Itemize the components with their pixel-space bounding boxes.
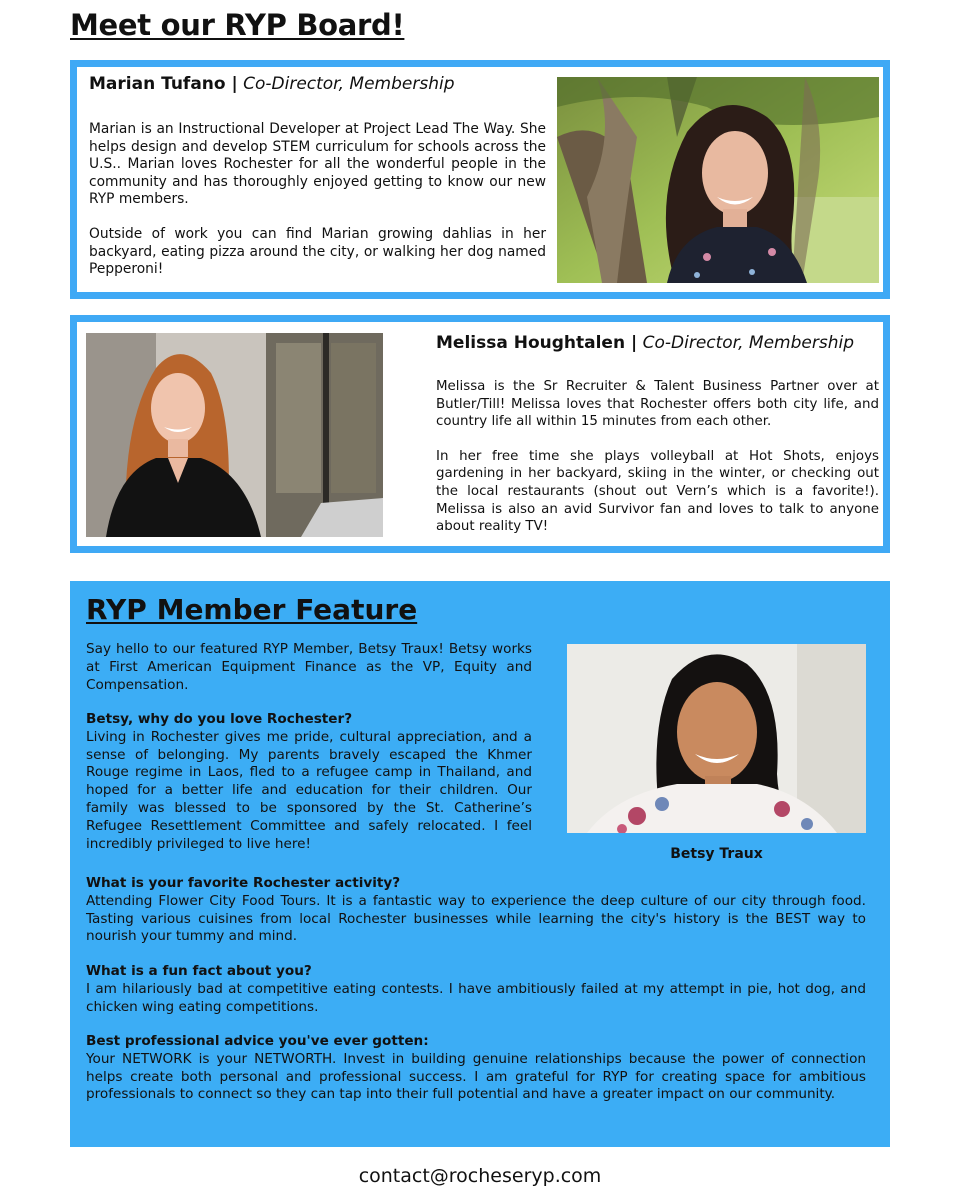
qa-question: Best professional advice you've ever gotten: — [86, 1033, 429, 1049]
qa-answer: Living in Rochester gives me pride, cultural appreciation, and a sense of belonging. My parents bravely escaped the Khmer Rouge regime in Laos, fled to a refugee camp in Thailand, and hoped for a better life and education for their children. Our family was blessed to be sponsored by the St. Catherine’s Refugee Resettlement Committee and safely relocated. I feel incredibly privileged to live here! — [86, 728, 532, 852]
bio-paragraph: Marian is an Instructional Developer at Project Lead The Way. She helps design and develop STEM curriculum for schools across the U.S.. Marian loves Rochester for all the wonderful people in the community and has thoroughly enjoyed getting to know our new RYP members. — [89, 121, 546, 208]
board-member-role: Co-Director, Membership — [237, 74, 455, 94]
featured-member-photo — [567, 644, 866, 833]
board-member-name: Melissa Houghtalen | — [436, 333, 638, 353]
qa-block — [86, 711, 532, 853]
board-member-heading — [436, 332, 879, 354]
page-title: Meet our RYP Board! — [70, 8, 405, 42]
featured-member-caption: Betsy Traux — [670, 846, 763, 862]
board-member-photo — [86, 333, 383, 537]
board-member-name: Marian Tufano | — [89, 74, 238, 94]
board-member-card-melissa — [70, 315, 890, 553]
contact-email[interactable]: contact@rocheseryp.com — [358, 1165, 602, 1187]
board-member-text — [436, 332, 879, 553]
bio-paragraph: In her free time she plays volleyball at Hot Shots, enjoys gardening in her backyard, skiing in the winter, or checking out the local restaurants (shout out Vern’s which is a favorite!). Melissa is also an avid Survivor fan and loves to talk to anyone about reality TV! — [436, 448, 879, 535]
qa-answer: Attending Flower City Food Tours. It is a fantastic way to experience the deep culture of our city through food. Tasting various cuisines from local Rochester businesses while learning the city's history is the BEST way to nourish your tummy and mind. — [86, 892, 866, 945]
board-member-photo — [557, 77, 879, 283]
qa-question: What is your favorite Rochester activity? — [86, 875, 401, 891]
feature-intro — [86, 641, 532, 694]
feature-title: RYP Member Feature — [86, 593, 418, 626]
qa-answer: I am hilariously bad at competitive eating contests. I have ambitiously failed at my attempt in pie, hot dog, and chicken wing eating competitions. — [86, 980, 866, 1015]
member-feature-section — [70, 581, 890, 1147]
qa-answer: Your NETWORK is your NETWORTH. Invest in building genuine relationships because the power of connection helps create both personal and professional success. I am grateful for RYP for creating space for ambitious professionals to connect so they can tap into their full potential and have a greater impact on our community. — [86, 1050, 866, 1103]
qa-question: What is a fun fact about you? — [86, 963, 312, 979]
qa-question: Betsy, why do you love Rochester? — [86, 711, 353, 727]
feature-intro-text: Say hello to our featured RYP Member, Betsy Traux! Betsy works at First American Equipment Finance as the VP, Equity and Compensation. — [86, 641, 532, 693]
qa-block — [86, 875, 866, 946]
board-member-text — [89, 73, 546, 296]
board-member-bio — [89, 121, 546, 279]
board-member-role: Co-Director, Membership — [637, 333, 854, 353]
bio-paragraph: Outside of work you can find Marian growing dahlias in her backyard, eating pizza around the city, or walking her dog named Pepperoni! — [89, 225, 546, 278]
board-member-bio — [436, 378, 879, 536]
board-member-card-marian — [70, 60, 890, 299]
bio-paragraph: Melissa is the Sr Recruiter & Talent Business Partner over at Butler/Till! Melissa loves that Rochester offers both city life, and country life all within 15 minutes from each other. — [436, 379, 879, 430]
qa-block — [86, 963, 866, 1016]
board-member-heading — [89, 73, 546, 95]
qa-block — [86, 1033, 866, 1104]
